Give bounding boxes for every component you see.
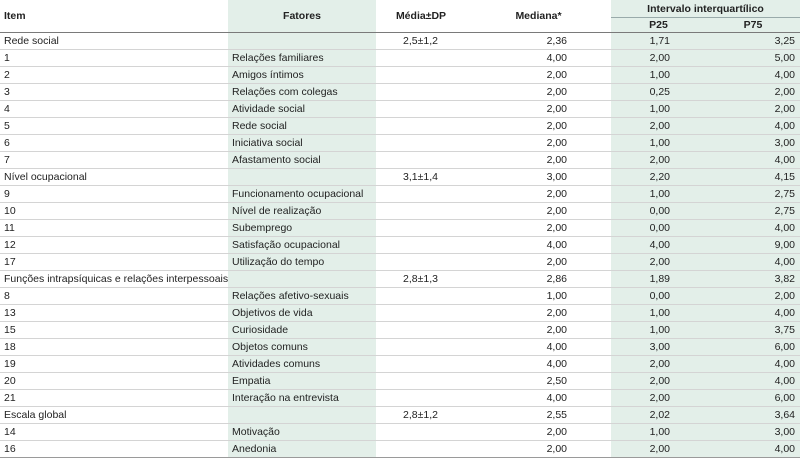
cell-item: 19 [0, 356, 228, 373]
header-p75: P75 [706, 18, 800, 33]
cell-p25: 4,00 [611, 237, 706, 254]
cell-mediana: 2,00 [466, 101, 611, 118]
cell-media-dp [376, 288, 466, 305]
cell-p25: 0,00 [611, 220, 706, 237]
table-row [0, 424, 800, 441]
cell-fator: Atividade social [228, 101, 376, 118]
cell-p75: 4,00 [706, 441, 800, 458]
table-row [0, 237, 800, 254]
cell-mediana: 2,36 [466, 33, 611, 50]
cell-p25: 3,00 [611, 339, 706, 356]
cell-fator: Relações familiares [228, 50, 376, 67]
cell-item: 21 [0, 390, 228, 407]
cell-fator: Relações com colegas [228, 84, 376, 101]
header-intervalo-interquartilico: Intervalo interquartílico [611, 0, 800, 18]
cell-media-dp [376, 237, 466, 254]
cell-p75: 4,00 [706, 220, 800, 237]
table-row [0, 288, 800, 305]
cell-media-dp [376, 152, 466, 169]
table-row [0, 33, 800, 50]
table-row [0, 84, 800, 101]
table-row [0, 254, 800, 271]
cell-p25: 1,00 [611, 424, 706, 441]
cell-p75: 4,00 [706, 373, 800, 390]
cell-media-dp [376, 135, 466, 152]
cell-media-dp [376, 390, 466, 407]
cell-p75: 3,75 [706, 322, 800, 339]
cell-media-dp: 3,1±1,4 [376, 169, 466, 186]
cell-p75: 2,00 [706, 288, 800, 305]
cell-media-dp [376, 254, 466, 271]
header-media-dp: Média±DP [376, 0, 466, 33]
table-row [0, 220, 800, 237]
cell-mediana: 2,00 [466, 305, 611, 322]
cell-p25: 2,00 [611, 441, 706, 458]
cell-mediana: 4,00 [466, 237, 611, 254]
cell-item: 14 [0, 424, 228, 441]
cell-item: 2 [0, 67, 228, 84]
cell-media-dp [376, 339, 466, 356]
table-row [0, 186, 800, 203]
cell-media-dp [376, 101, 466, 118]
cell-mediana: 4,00 [466, 356, 611, 373]
cell-item: Nível ocupacional [0, 169, 228, 186]
cell-mediana: 3,00 [466, 169, 611, 186]
cell-p75: 4,00 [706, 67, 800, 84]
cell-p75: 9,00 [706, 237, 800, 254]
cell-fator: Amigos íntimos [228, 67, 376, 84]
cell-p25: 2,00 [611, 373, 706, 390]
cell-p25: 1,71 [611, 33, 706, 50]
cell-item: 3 [0, 84, 228, 101]
cell-p75: 3,82 [706, 271, 800, 288]
table-row [0, 67, 800, 84]
cell-mediana: 4,00 [466, 339, 611, 356]
cell-mediana: 2,00 [466, 67, 611, 84]
cell-media-dp [376, 67, 466, 84]
cell-mediana: 2,86 [466, 271, 611, 288]
cell-p25: 2,00 [611, 390, 706, 407]
cell-p75: 5,00 [706, 50, 800, 67]
cell-media-dp [376, 373, 466, 390]
cell-media-dp: 2,8±1,3 [376, 271, 466, 288]
cell-fator: Rede social [228, 118, 376, 135]
cell-mediana: 2,00 [466, 254, 611, 271]
cell-p25: 2,00 [611, 152, 706, 169]
cell-mediana: 2,55 [466, 407, 611, 424]
cell-item: 18 [0, 339, 228, 356]
cell-media-dp [376, 186, 466, 203]
table-row [0, 271, 800, 288]
table-row [0, 322, 800, 339]
cell-media-dp: 2,8±1,2 [376, 407, 466, 424]
cell-media-dp: 2,5±1,2 [376, 33, 466, 50]
cell-p25: 1,00 [611, 101, 706, 118]
table-row [0, 356, 800, 373]
cell-item: 6 [0, 135, 228, 152]
cell-fator: Relações afetivo-sexuais [228, 288, 376, 305]
table-row [0, 50, 800, 67]
cell-p75: 2,75 [706, 203, 800, 220]
cell-fator: Afastamento social [228, 152, 376, 169]
cell-item: 8 [0, 288, 228, 305]
cell-p75: 4,00 [706, 254, 800, 271]
cell-p25: 2,02 [611, 407, 706, 424]
cell-mediana: 1,00 [466, 288, 611, 305]
cell-mediana: 4,00 [466, 390, 611, 407]
cell-item: 10 [0, 203, 228, 220]
cell-fator: Interação na entrevista [228, 390, 376, 407]
cell-fator: Anedonia [228, 441, 376, 458]
cell-p25: 2,00 [611, 356, 706, 373]
cell-fator: Nível de realização [228, 203, 376, 220]
cell-fator: Satisfação ocupacional [228, 237, 376, 254]
cell-fator [228, 33, 376, 50]
cell-mediana: 2,00 [466, 441, 611, 458]
cell-media-dp [376, 441, 466, 458]
cell-fator [228, 169, 376, 186]
cell-item: 20 [0, 373, 228, 390]
cell-p25: 1,00 [611, 305, 706, 322]
cell-item: 9 [0, 186, 228, 203]
cell-fator: Curiosidade [228, 322, 376, 339]
cell-media-dp [376, 424, 466, 441]
cell-item: 13 [0, 305, 228, 322]
cell-fator [228, 271, 376, 288]
cell-p75: 2,75 [706, 186, 800, 203]
cell-fator: Motivação [228, 424, 376, 441]
cell-p25: 1,89 [611, 271, 706, 288]
cell-p75: 2,00 [706, 84, 800, 101]
cell-mediana: 2,00 [466, 135, 611, 152]
cell-mediana: 4,00 [466, 50, 611, 67]
cell-media-dp [376, 50, 466, 67]
cell-p25: 2,00 [611, 118, 706, 135]
cell-p75: 4,00 [706, 356, 800, 373]
cell-item: 4 [0, 101, 228, 118]
cell-item: Funções intrapsíquicas e relações interpessoais [0, 271, 228, 288]
cell-media-dp [376, 84, 466, 101]
cell-media-dp [376, 305, 466, 322]
cell-p75: 4,00 [706, 305, 800, 322]
cell-p75: 3,64 [706, 407, 800, 424]
cell-fator: Funcionamento ocupacional [228, 186, 376, 203]
header-fatores: Fatores [228, 0, 376, 33]
header-p25: P25 [611, 18, 706, 33]
table-row [0, 441, 800, 458]
cell-fator: Empatia [228, 373, 376, 390]
cell-item: 17 [0, 254, 228, 271]
cell-fator [228, 407, 376, 424]
table-row [0, 169, 800, 186]
cell-fator: Utilização do tempo [228, 254, 376, 271]
cell-mediana: 2,50 [466, 373, 611, 390]
cell-item: Rede social [0, 33, 228, 50]
table-row [0, 407, 800, 424]
cell-p25: 1,00 [611, 186, 706, 203]
cell-mediana: 2,00 [466, 322, 611, 339]
cell-fator: Subemprego [228, 220, 376, 237]
cell-fator: Iniciativa social [228, 135, 376, 152]
cell-p25: 0,25 [611, 84, 706, 101]
table-row [0, 203, 800, 220]
table-row [0, 135, 800, 152]
cell-mediana: 2,00 [466, 186, 611, 203]
table-body [0, 33, 800, 458]
cell-p25: 2,00 [611, 50, 706, 67]
cell-fator: Objetivos de vida [228, 305, 376, 322]
cell-item: 7 [0, 152, 228, 169]
cell-p25: 1,00 [611, 135, 706, 152]
cell-media-dp [376, 322, 466, 339]
cell-p75: 3,25 [706, 33, 800, 50]
cell-p75: 3,00 [706, 135, 800, 152]
cell-media-dp [376, 220, 466, 237]
cell-media-dp [376, 356, 466, 373]
cell-p75: 6,00 [706, 339, 800, 356]
header-item: Item [0, 0, 228, 33]
table-header [0, 0, 800, 33]
cell-p75: 3,00 [706, 424, 800, 441]
cell-mediana: 2,00 [466, 424, 611, 441]
cell-media-dp [376, 118, 466, 135]
cell-p75: 4,00 [706, 118, 800, 135]
header-mediana: Mediana* [466, 0, 611, 33]
cell-mediana: 2,00 [466, 203, 611, 220]
cell-fator: Objetos comuns [228, 339, 376, 356]
cell-p25: 1,00 [611, 67, 706, 84]
cell-media-dp [376, 203, 466, 220]
table-row [0, 152, 800, 169]
cell-item: Escala global [0, 407, 228, 424]
table-row [0, 101, 800, 118]
cell-p25: 2,00 [611, 254, 706, 271]
cell-fator: Atividades comuns [228, 356, 376, 373]
cell-p25: 0,00 [611, 203, 706, 220]
cell-item: 1 [0, 50, 228, 67]
table-row [0, 390, 800, 407]
cell-p25: 2,20 [611, 169, 706, 186]
cell-mediana: 2,00 [466, 220, 611, 237]
table-row [0, 373, 800, 390]
cell-item: 5 [0, 118, 228, 135]
cell-mediana: 2,00 [466, 84, 611, 101]
cell-p75: 4,00 [706, 152, 800, 169]
cell-p75: 4,15 [706, 169, 800, 186]
cell-item: 11 [0, 220, 228, 237]
cell-p25: 1,00 [611, 322, 706, 339]
cell-item: 12 [0, 237, 228, 254]
cell-item: 16 [0, 441, 228, 458]
cell-mediana: 2,00 [466, 152, 611, 169]
cell-p75: 2,00 [706, 101, 800, 118]
cell-item: 15 [0, 322, 228, 339]
table-row [0, 118, 800, 135]
table-row [0, 305, 800, 322]
cell-p75: 6,00 [706, 390, 800, 407]
cell-mediana: 2,00 [466, 118, 611, 135]
cell-p25: 0,00 [611, 288, 706, 305]
table-row [0, 339, 800, 356]
